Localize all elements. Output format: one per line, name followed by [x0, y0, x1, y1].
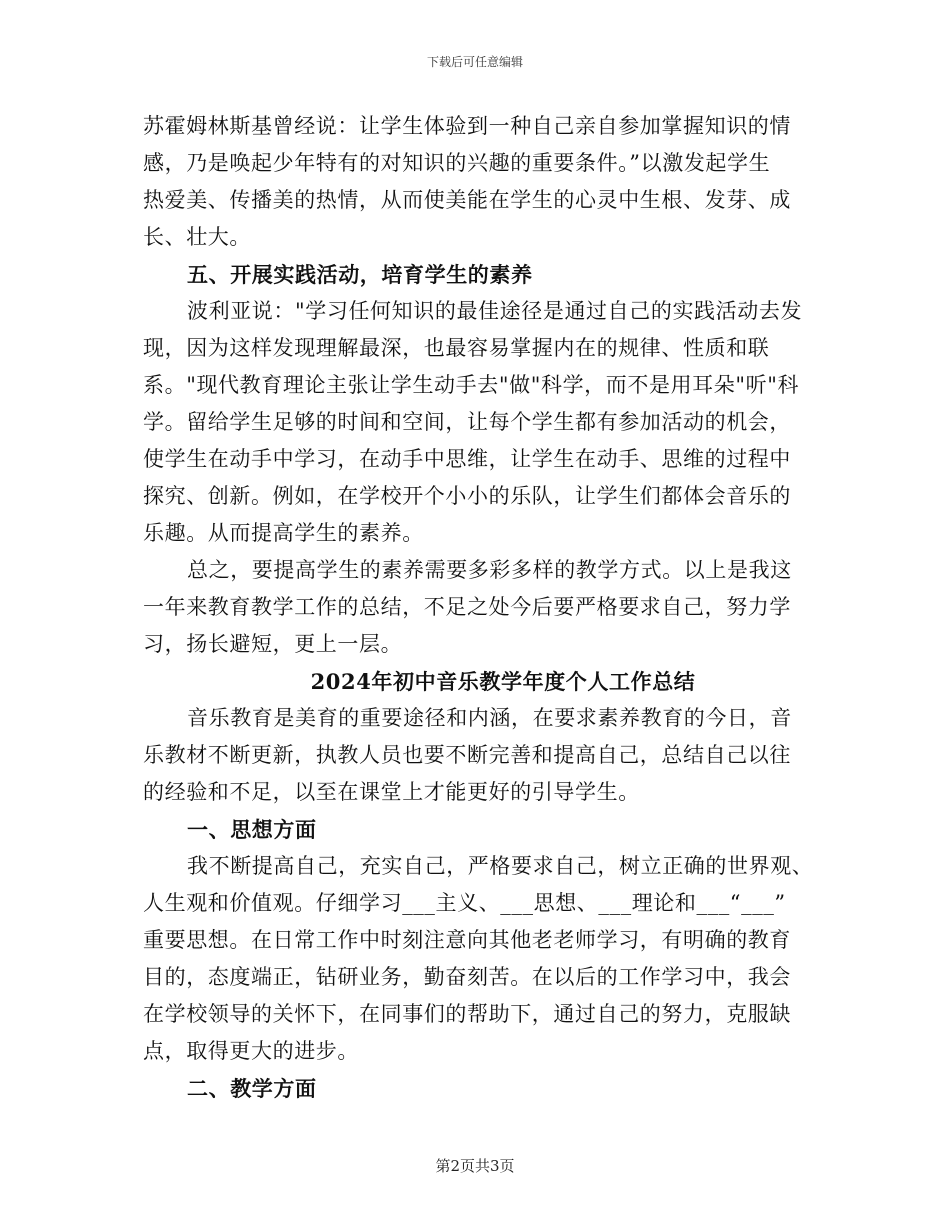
paragraph-first-line: 总之，要提高学生的素养需要多彩多样的教学方式。以上是我这 [187, 558, 792, 582]
paragraph-line: 乐教材不断更新，执教人员也要不断完善和提高自己，总结自己以往 [143, 743, 791, 767]
paragraph-first-line: 音乐教育是美育的重要途径和内涵，在要求素养教育的今日，音 [187, 706, 792, 730]
section-heading: 五、开展实践活动，培育学生的素养 [187, 262, 533, 287]
paragraph-first-line: 波利亚说："学习任何知识的最佳途径是通过自己的实践活动去发 [187, 299, 803, 323]
paragraph-line: 的经验和不足，以至在课堂上才能更好的引导学生。 [143, 780, 640, 804]
section-heading: 二、教学方面 [187, 1076, 317, 1101]
document-body [143, 108, 823, 1107]
paragraph-line: 系。"现代教育理论主张让学生动手去"做"科学，而不是用耳朵"听"科 [143, 373, 800, 397]
paragraph-line: 感，乃是唤起少年特有的对知识的兴趣的重要条件。”以激发起学生 [143, 151, 771, 175]
paragraph-line: 人生观和价值观。仔细学习___主义、___思想、___理论和___“___” [143, 891, 786, 915]
paragraph-first-line: 我不断提高自己，充实自己，严格要求自己，树立正确的世界观、 [187, 854, 814, 878]
paragraph-line: 点，取得更大的进步。 [143, 1039, 359, 1063]
paragraph-line: 重要思想。在日常工作中时刻注意向其他老老师学习，有明确的教育 [143, 928, 791, 952]
page-header-note: 下载后可任意编辑 [426, 55, 523, 69]
paragraph-line: 一年来教育教学工作的总结，不足之处今后要严格要求自己，努力学 [143, 595, 791, 619]
paragraph-line: 目的，态度端正，钻研业务，勤奋刻苦。在以后的工作学习中，我会 [143, 965, 791, 989]
paragraph-line: 现，因为这样发现理解最深，也最容易掌握内在的规律、性质和联 [143, 336, 770, 360]
paragraph-line: 苏霍姆林斯基曾经说：让学生体验到一种自己亲自参加掌握知识的情 [143, 114, 791, 138]
paragraph-line: 学。留给学生足够的时间和空间，让每个学生都有参加活动的机会， [143, 410, 791, 434]
section-heading: 一、思想方面 [187, 817, 317, 842]
paragraph-line: 热爱美、传播美的热情，从而使美能在学生的心灵中生根、发芽、成 [143, 188, 791, 212]
document-title: 2024年初中音乐教学年度个人工作总结 [310, 669, 696, 694]
paragraph-line: 长、壮大。 [143, 225, 251, 249]
paragraph-line: 在学校领导的关怀下，在同事们的帮助下，通过自己的努力，克服缺 [143, 1002, 791, 1026]
paragraph-line: 使学生在动手中学习，在动手中思维，让学生在动手、思维的过程中 [143, 447, 791, 471]
paragraph-line: 习，扬长避短，更上一层。 [143, 632, 403, 656]
paragraph-line: 探究、创新。例如，在学校开个小小的乐队，让学生们都体会音乐的 [143, 484, 791, 508]
paragraph-line: 乐趣。从而提高学生的素养。 [143, 521, 424, 545]
page-number: 第2页共3页 [435, 1157, 515, 1175]
